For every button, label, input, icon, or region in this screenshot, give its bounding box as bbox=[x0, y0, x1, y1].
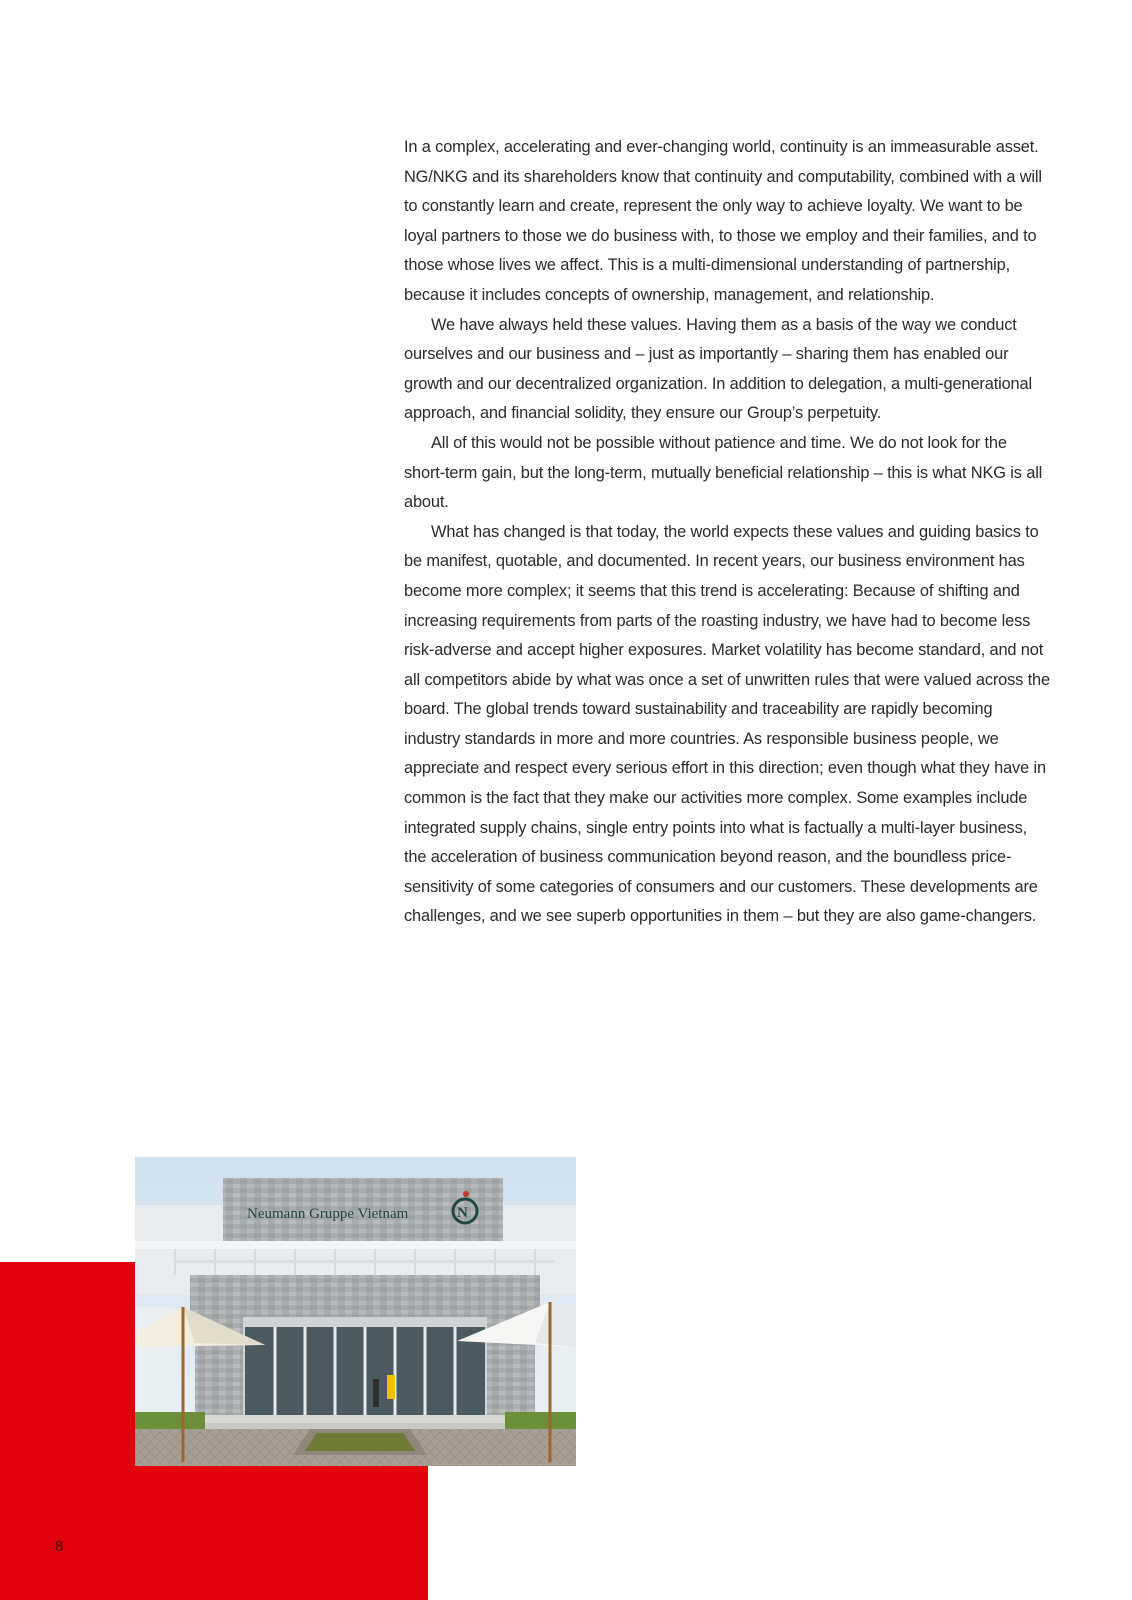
page-number: 8 bbox=[55, 1538, 64, 1555]
body-text bbox=[404, 133, 1052, 932]
svg-text:N: N bbox=[457, 1205, 468, 1221]
paragraph-4: What has changed is that today, the world expects these values and guiding basics to be manifest, quotable, and documented. In recent years, our business environment has become more complex; it seems that this trend is accelerating: Because of shifting and increasing requirements from parts of the roasting industry, we have had to become less risk-adverse and accept higher exposures. Market volatility has become standard, and not all competitors abide by what was once a set of unwritten rules that were valued across the board. The global trends toward sustainability and traceability are rapidly becoming industry standards in more and more countries. As responsible business people, we appreciate and respect every serious effort in this direction; even though what they have in common is the fact that they make our activities more complex. Some examples include integrated supply chains, single entry points into what is factually a multi-layer business, the acceleration of business communication beyond reason, and the boundless price-sensitivity of some categories of consumers and our customers. These developments are challenges, and we see superb opportunities in them – but they are also game-changers. bbox=[404, 522, 1050, 926]
sign-text: Neumann Gruppe Vietnam bbox=[247, 1206, 409, 1222]
paragraph-3: All of this would not be possible without patience and time. We do not look for the short-term gain, but the long-term, mutually beneficial relationship – this is what NKG is all about. bbox=[404, 433, 1043, 512]
paragraph-1: In a complex, accelerating and ever-changing world, continuity is an immeasurable asset. NG/NKG and its shareholders know that continuity and computability, combined with a will to constantly learn and create, represent the only way to achieve loyalty. We want to be loyal partners to those we do business with, to those we employ and their families, and to those whose lives we affect. This is a multi-dimensional understanding of partnership, because it includes concepts of ownership, management, and relationship. bbox=[404, 138, 1042, 304]
paragraph-2: We have always held these values. Having them as a basis of the way we conduct ourselves and our business and – just as importantly – sharing them has enabled our growth and our decentralized organization. In addition to delegation, a multi-generational approach, and financial solidity, they ensure our Group’s perpetuity. bbox=[404, 315, 1032, 423]
building-photo bbox=[135, 1157, 576, 1466]
